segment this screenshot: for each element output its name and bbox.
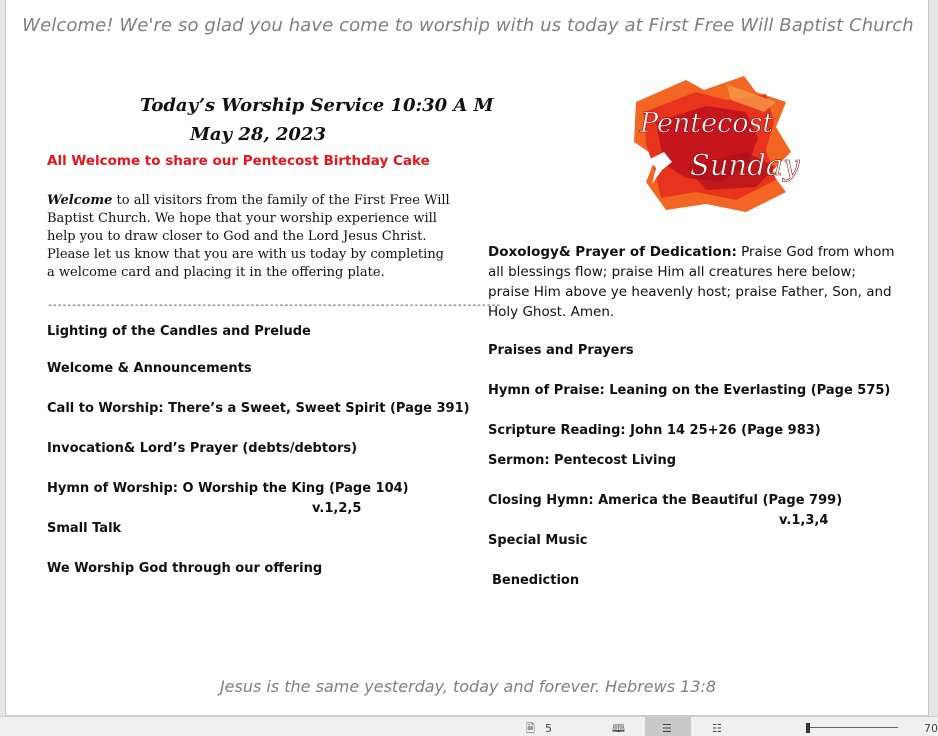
read-mode-icon[interactable]: 🕮 <box>612 722 625 735</box>
divider-line: ---------------------------------------------------------------------------------------------- <box>47 300 501 311</box>
print-layout-icon[interactable]: ☰ <box>662 722 672 735</box>
order-closing-hymn: Closing Hymn: America the Beautiful (Page 799) <box>488 493 843 508</box>
footer-verse: Jesus is the same yesterday, today and forever. Hebrews 13:8 <box>219 677 717 696</box>
welcome-paragraph <box>47 192 452 282</box>
order-sermon: Sermon: Pentecost Living <box>488 453 677 468</box>
order-candles: Lighting of the Candles and Prelude <box>47 324 311 339</box>
hymn-of-worship-verses: v.1,2,5 <box>312 501 362 516</box>
welcome-lead-word: Welcome <box>47 193 113 208</box>
zoom-level[interactable]: 70 <box>924 722 938 735</box>
web-layout-icon[interactable]: ☷ <box>712 722 722 735</box>
logo-word-pentecost: Pentecost <box>640 108 774 139</box>
order-hymn-of-praise: Hymn of Praise: Leaning on the Everlasting (Page 575) <box>488 383 891 398</box>
zoom-slider[interactable] <box>808 727 898 728</box>
flame-shapes <box>634 76 791 212</box>
logo-word-sunday: Sunday <box>690 148 800 182</box>
focus-icon[interactable]: 🗎 <box>526 722 535 735</box>
order-praises: Praises and Prayers <box>488 343 634 358</box>
status-bar <box>0 716 938 736</box>
welcome-body: to all visitors from the family of the First Free Will Baptist Church. We hope that your worship experience will help you to draw closer to God and the Lord Jesus Christ. Please let us know that you are with us today by completing a welcome card and placing it in the offering plate. <box>47 193 450 280</box>
order-hymn-of-worship: Hymn of Worship: O Worship the King (Page 104) <box>47 481 409 496</box>
doxology-label: Doxology& Prayer of Dedication: <box>488 244 737 260</box>
service-date: May 28, 2023 <box>190 124 326 145</box>
doxology-text: Praise God from whom all blessings flow; praise Him all creatures here below; praise Him above ye heavenly host; praise Father, Son, and Holy Ghost. Amen. <box>488 244 895 320</box>
doxology-paragraph <box>488 242 898 322</box>
order-invocation: Invocation& Lord’s Prayer (debts/debtors) <box>47 441 358 456</box>
order-benediction: Benediction <box>492 573 580 588</box>
zoom-slider-thumb[interactable] <box>806 723 810 733</box>
closing-hymn-verses: v.1,3,4 <box>779 513 829 528</box>
focus-label: 5 <box>545 722 552 735</box>
order-scripture: Scripture Reading: John 14 25+26 (Page 983) <box>488 423 821 438</box>
order-small-talk: Small Talk <box>47 521 122 536</box>
service-title: Today’s Worship Service 10:30 A M <box>140 95 494 116</box>
order-call-to-worship: Call to Worship: There’s a Sweet, Sweet Spirit (Page 391) <box>47 401 470 416</box>
order-welcome: Welcome & Announcements <box>47 361 252 376</box>
cake-announcement: All Welcome to share our Pentecost Birthday Cake <box>47 153 430 169</box>
document-page <box>5 0 929 716</box>
order-special-music: Special Music <box>488 533 588 548</box>
pentecost-sunday-logo <box>626 72 800 217</box>
welcome-header: Welcome! We're so glad you have come to worship with us today at First Free Will Baptist Church <box>22 15 914 36</box>
order-offering: We Worship God through our offering <box>47 561 323 576</box>
